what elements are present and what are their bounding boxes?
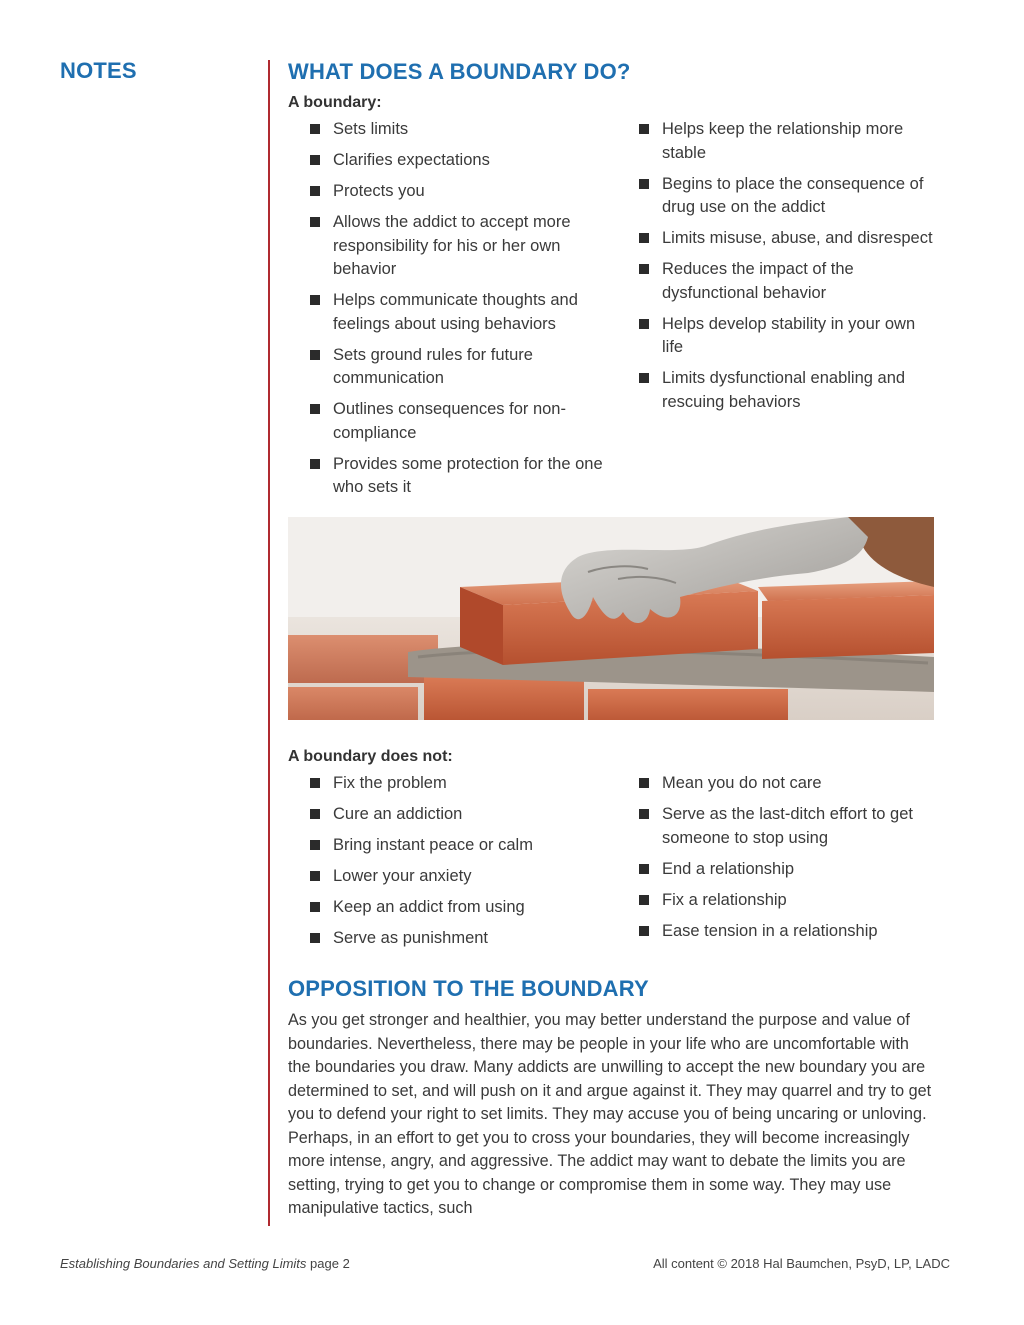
list-item [310, 865, 615, 889]
list-item-text: End a relationship [661, 859, 795, 878]
bullet-list-right [639, 772, 938, 943]
list-item [639, 367, 938, 414]
footer-doc-title: Establishing Boundaries and Setting Limits [60, 1256, 307, 1271]
square-bullet-icon [310, 778, 320, 788]
list-item [639, 803, 938, 850]
bullet-list-left [310, 772, 615, 951]
square-bullet-icon [310, 933, 320, 943]
list-item-text: Helps keep the relationship more stable [661, 120, 904, 162]
square-bullet-icon [310, 809, 320, 819]
list-item-text: Sets ground rules for future communication [333, 345, 533, 387]
square-bullet-icon [639, 809, 649, 819]
list-item-text: Fix a relationship [661, 890, 787, 909]
square-bullet-icon [310, 186, 320, 196]
list-item [310, 453, 615, 500]
square-bullet-icon [310, 350, 320, 360]
list-item [639, 258, 938, 305]
list-item [310, 180, 615, 204]
square-bullet-icon [639, 864, 649, 874]
list-intro-boundary: A boundary: [288, 94, 382, 111]
list-item-text: Cure an addiction [333, 805, 463, 823]
footer-copyright: All content © 2018 Hal Baumchen, PsyD, LP, LADC [653, 1256, 950, 1271]
opposition-paragraph: As you get stronger and healthier, you may better understand the purpose and value of boundaries. Nevertheless, there may be people in your life who are uncomfortable with the boundaries you draw. Many addicts are unwilling to accept the new boundary you are determined to set, and will push on it and argue against it. They may quarrel and try to get you to defend your right to set limits. They may accuse you of being uncaring or unloving. Perhaps, in an effort to get you to cross your boundaries, they will become increasingly more intense, angry, and aggressive. The addict may want to debate the limits you are setting, trying to get you to change or compromise them in some way. They may use manipulative tactics, such [288, 1011, 932, 1217]
list-item [310, 896, 615, 920]
bullet-list-right [639, 118, 938, 414]
square-bullet-icon [310, 871, 320, 881]
square-bullet-icon [639, 233, 649, 243]
list-item [310, 289, 615, 336]
list-item-text: Serve as punishment [333, 929, 489, 947]
list-item [310, 834, 615, 858]
list-item-text: Sets limits [333, 120, 409, 138]
list-item [310, 211, 615, 282]
footer-title [60, 1256, 350, 1271]
square-bullet-icon [639, 319, 649, 329]
list-item-text: Keep an addict from using [333, 898, 525, 916]
list-item-text: Fix the problem [333, 774, 447, 792]
list-item [639, 889, 938, 913]
brick-laying-photo [288, 517, 934, 720]
square-bullet-icon [310, 124, 320, 134]
list-item-text: Clarifies expectations [333, 151, 490, 169]
square-bullet-icon [639, 778, 649, 788]
square-bullet-icon [310, 404, 320, 414]
list-item-text: Limits misuse, abuse, and disrespect [661, 229, 933, 247]
list-item-text: Serve as the last-ditch effort to get someone to stop using [661, 805, 913, 847]
list-item-text: Allows the addict to accept more responsibility for his or her own behavior [333, 213, 571, 278]
list-item [639, 858, 938, 882]
list-item [639, 173, 938, 220]
square-bullet-icon [639, 373, 649, 383]
list-item-text: Helps develop stability in your own life [661, 314, 916, 356]
list-item [310, 118, 615, 142]
list-item [639, 118, 938, 165]
list-item-text: Reduces the impact of the dysfunctional behavior [661, 260, 854, 302]
list-item [310, 398, 615, 445]
square-bullet-icon [639, 264, 649, 274]
square-bullet-icon [310, 840, 320, 850]
list-item [639, 227, 938, 251]
list-item-text: Bring instant peace or calm [333, 836, 533, 854]
square-bullet-icon [310, 295, 320, 305]
list-item-text: Limits dysfunctional enabling and rescuing behaviors [661, 369, 906, 411]
notes-heading: NOTES [60, 58, 137, 83]
list-item [639, 313, 938, 360]
list-item-text: Mean you do not care [661, 774, 822, 792]
list-item-text: Ease tension in a relationship [661, 921, 878, 940]
section-heading-opposition: OPPOSITION TO THE BOUNDARY [288, 976, 649, 1001]
list-item-text: Lower your anxiety [333, 867, 472, 885]
list-item-text: Outlines consequences for non-compliance [333, 400, 566, 442]
boundary-does-not-lists [288, 772, 938, 958]
square-bullet-icon [310, 459, 320, 469]
footer-page-number: page 2 [306, 1256, 350, 1271]
boundary-does-lists [288, 118, 938, 507]
list-item [639, 920, 938, 944]
list-item [639, 772, 938, 796]
list-item-text: Begins to place the consequence of drug use on the addict [661, 174, 924, 216]
square-bullet-icon [639, 179, 649, 189]
square-bullet-icon [639, 124, 649, 134]
square-bullet-icon [310, 902, 320, 912]
list-intro-boundary-does-not: A boundary does not: [288, 748, 453, 765]
square-bullet-icon [639, 926, 649, 936]
list-item [310, 149, 615, 173]
square-bullet-icon [310, 155, 320, 165]
list-item [310, 803, 615, 827]
square-bullet-icon [310, 217, 320, 227]
list-item-text: Provides some protection for the one who sets it [333, 454, 603, 496]
list-item [310, 772, 615, 796]
list-item [310, 344, 615, 391]
main-content [288, 58, 938, 1221]
section-heading-boundary-does: WHAT DOES A BOUNDARY DO? [288, 59, 631, 84]
bullet-list-left [310, 118, 615, 500]
square-bullet-icon [639, 895, 649, 905]
list-item-text: Helps communicate thoughts and feelings about using behaviors [333, 291, 578, 333]
vertical-divider [268, 60, 270, 1226]
list-item [310, 927, 615, 951]
list-item-text: Protects you [333, 182, 425, 200]
